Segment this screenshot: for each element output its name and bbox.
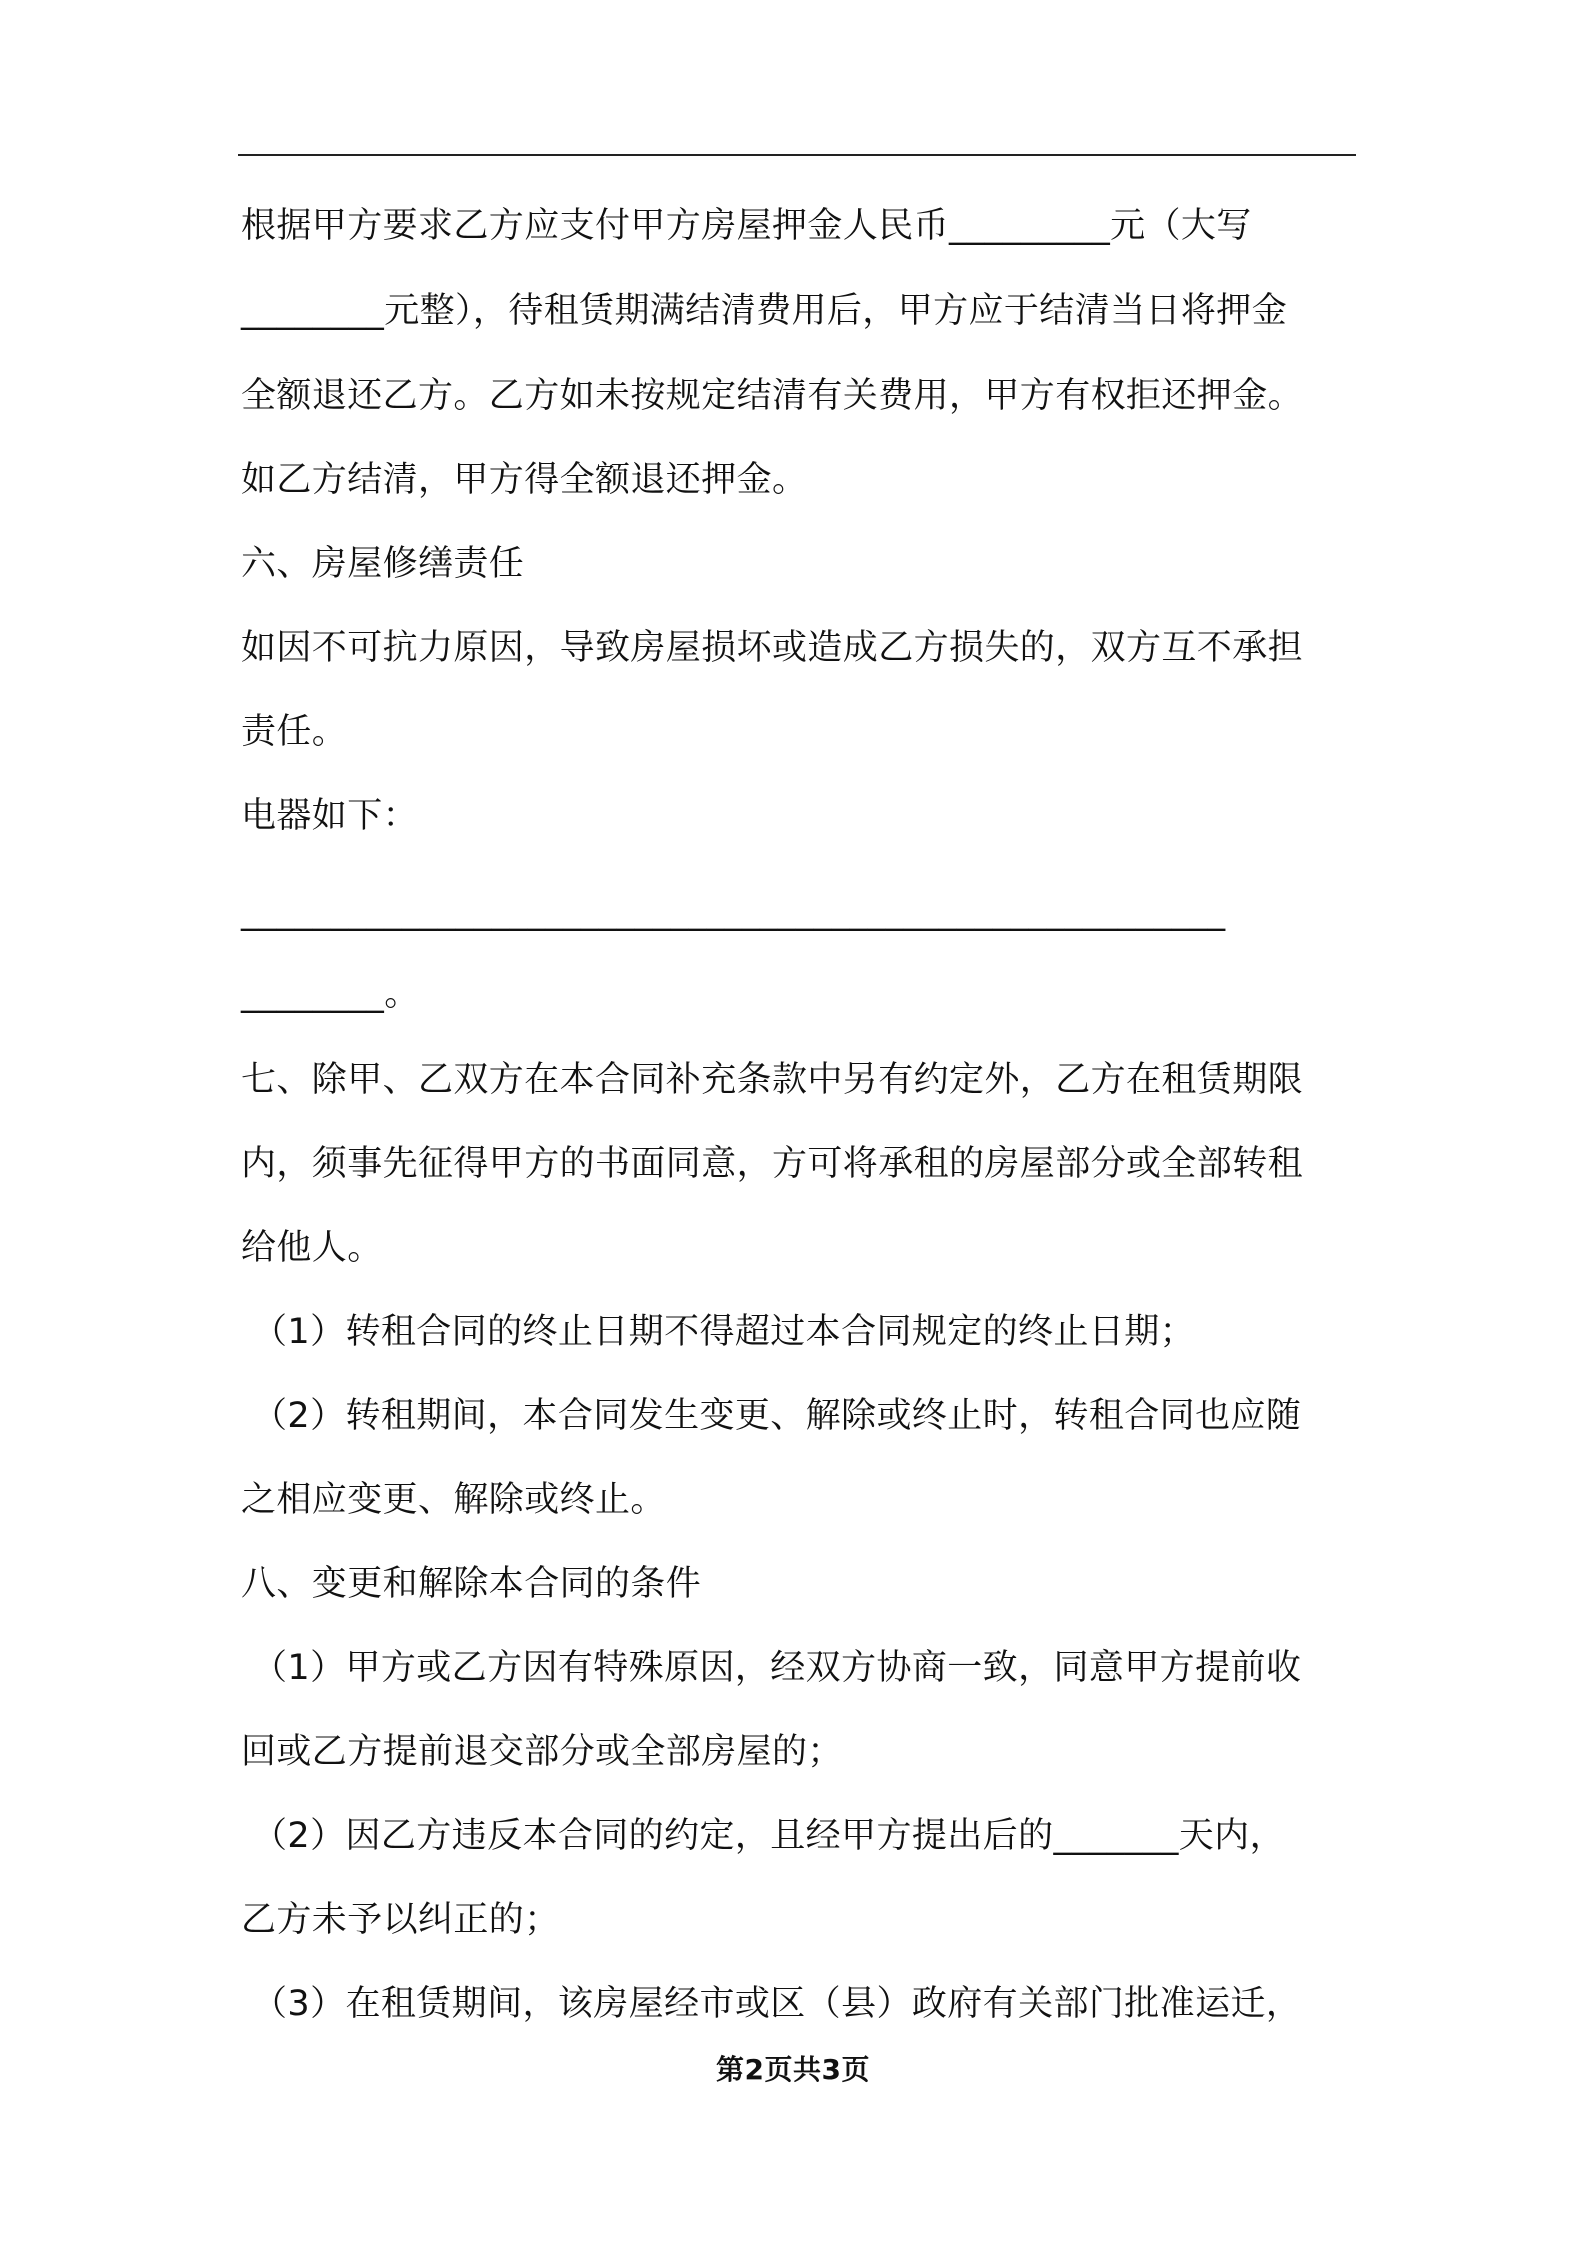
section-heading-change-termination: 八、变更和解除本合同的条件 [241, 1564, 702, 1604]
line-deposit-4: 如乙方结清，甲方得全额退还押金。 [241, 460, 808, 500]
sublease-item-2-line-1: （2）转租期间，本合同发生变更、解除或终止时，转租合同也应随 [252, 1396, 1302, 1436]
header-rule [238, 154, 1356, 156]
sublease-item-2-line-2: 之相应变更、解除或终止。 [241, 1480, 666, 1520]
line-appliances-blank-2: ________。 [241, 974, 420, 1014]
line-force-majeure-1: 如因不可抗力原因，导致房屋损坏或造成乙方损失的，双方互不承担 [241, 628, 1304, 668]
section-heading-repair-responsibility: 六、房屋修缮责任 [241, 544, 525, 584]
line-deposit-1: 根据甲方要求乙方应支付甲方房屋押金人民币_________元（大写 [241, 206, 1252, 246]
termination-condition-1-line-1: （1）甲方或乙方因有特殊原因，经双方协商一致，同意甲方提前收 [252, 1648, 1302, 1688]
line-deposit-2: ________元整），待租赁期满结清费用后，甲方应于结清当日将押金 [241, 291, 1288, 331]
termination-condition-2-line-2: 乙方未予以纠正的； [241, 1900, 560, 1940]
line-deposit-3: 全额退还乙方。乙方如未按规定结清有关费用，甲方有权拒还押金。 [241, 376, 1304, 416]
line-appliances-label: 电器如下： [241, 796, 419, 836]
termination-condition-1-line-2: 回或乙方提前退交部分或全部房屋的； [241, 1732, 843, 1772]
section-sublease-3: 给他人。 [241, 1228, 383, 1268]
termination-condition-2-line-1: （2）因乙方违反本合同的约定，且经甲方提出后的_______天内， [252, 1816, 1285, 1856]
sublease-item-1: （1）转租合同的终止日期不得超过本合同规定的终止日期； [252, 1312, 1196, 1352]
termination-condition-3-line-1: （3）在租赁期间，该房屋经市或区（县）政府有关部门批准运迁， [252, 1984, 1302, 2024]
section-sublease-2: 内，须事先征得甲方的书面同意，方可将承租的房屋部分或全部转租 [241, 1144, 1304, 1184]
section-sublease-1: 七、除甲、乙双方在本合同补充条款中另有约定外，乙方在租赁期限 [241, 1060, 1304, 1100]
line-force-majeure-2: 责任。 [241, 712, 348, 752]
page-footer: 第2页共3页 [716, 2053, 870, 2086]
line-appliances-blank-1: _______________________________________________________ [241, 892, 1226, 932]
